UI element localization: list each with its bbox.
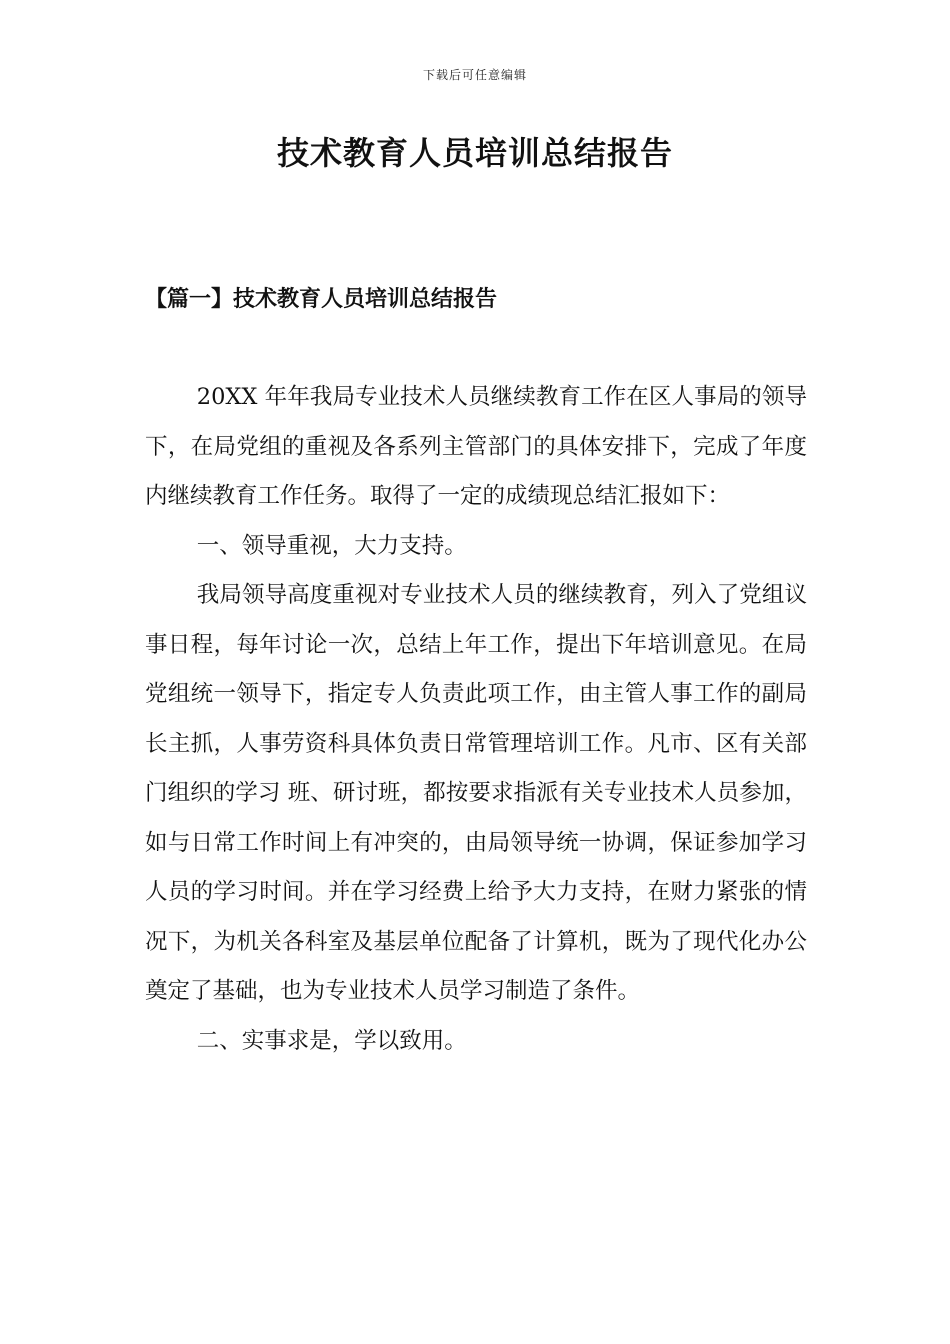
document-title: 技术教育人员培训总结报告 (276, 134, 673, 172)
paragraph-leadership: 我局领导高度重视对专业技术人员的继续教育，列入了党组议事日程，每年讨论一次，总结上年工作，提出下年培训意见。在局党组统一领导下，指定专人负责此项工作，由主管人事工作的副局长主抓，人事劳资科具体负责日常管理培训工作。凡市、区有关部门组织的学习 班、研讨班，都按要求指派有关专业技术人员参加，如与日常工作时间上有冲突的，由局领导统一协调，保证参加学习人员的学习时间。并在学习经费上给予大力支持，在财力紧张的情况下，为机关各科室及基层单位配备了计算机，既为了现代化办公奠定了基础，也为专业技术人员学习制造了条件。 (145, 582, 807, 1004)
section-heading: 【篇一】技术教育人员培训总结报告 (145, 286, 498, 312)
paragraph-heading-two: 二、实事求是，学以致用。 (196, 1027, 467, 1054)
document-body (145, 373, 807, 1066)
paragraph-heading-one: 一、领导重视，大力支持。 (196, 532, 467, 559)
paragraph-intro: 20XX 年年我局专业技术人员继续教育工作在区人事局的领导下，在局党组的重视及各系列主管部门的具体安排下，完成了年度内继续教育工作任务。取得了一定的成绩现总结汇报如下： (145, 384, 807, 509)
header-note: 下载后可任意编辑 (422, 68, 527, 82)
